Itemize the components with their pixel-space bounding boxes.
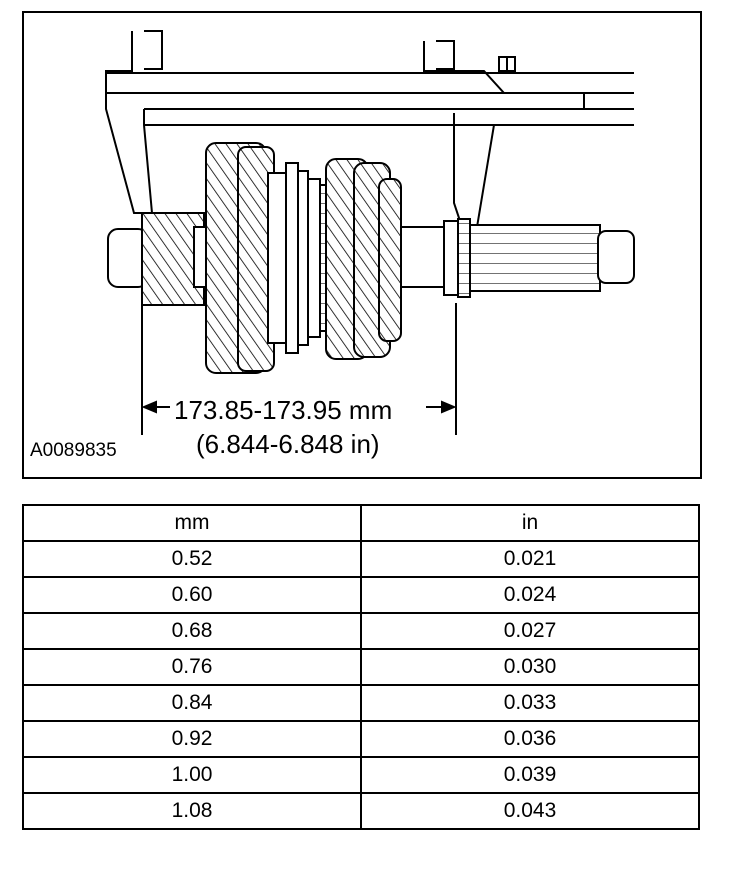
left-shaft-stub bbox=[108, 213, 204, 305]
figure-id-label: A0089835 bbox=[30, 440, 117, 461]
table-row bbox=[23, 793, 699, 829]
caliper-gear-shaft-illustration bbox=[22, 11, 702, 479]
cell-in: 0.043 bbox=[361, 793, 699, 829]
cell-mm: 0.92 bbox=[23, 721, 361, 757]
table-row bbox=[23, 757, 699, 793]
shim-size-table bbox=[22, 504, 700, 830]
synchronizer bbox=[268, 163, 332, 353]
gear-right-cluster bbox=[326, 159, 401, 359]
right-output-shaft bbox=[444, 219, 634, 297]
table-row bbox=[23, 721, 699, 757]
cell-mm: 0.68 bbox=[23, 613, 361, 649]
cell-mm: 0.84 bbox=[23, 685, 361, 721]
table-row bbox=[23, 613, 699, 649]
table-row bbox=[23, 541, 699, 577]
table-row bbox=[23, 577, 699, 613]
cell-mm: 0.52 bbox=[23, 541, 361, 577]
cell-in: 0.024 bbox=[361, 577, 699, 613]
cell-in: 0.030 bbox=[361, 649, 699, 685]
dimension-in-label: (6.844-6.848 in) bbox=[196, 429, 380, 459]
column-header-mm: mm bbox=[23, 505, 361, 541]
cell-in: 0.027 bbox=[361, 613, 699, 649]
cell-in: 0.033 bbox=[361, 685, 699, 721]
cell-in: 0.021 bbox=[361, 541, 699, 577]
column-header-in: in bbox=[361, 505, 699, 541]
cell-in: 0.036 bbox=[361, 721, 699, 757]
cell-in: 0.039 bbox=[361, 757, 699, 793]
table-row bbox=[23, 649, 699, 685]
dimension-mm-label: 173.85-173.95 mm bbox=[174, 395, 393, 425]
cell-mm: 1.08 bbox=[23, 793, 361, 829]
table-row bbox=[23, 685, 699, 721]
cell-mm: 0.76 bbox=[23, 649, 361, 685]
gear-large-left bbox=[206, 143, 274, 373]
cell-mm: 1.00 bbox=[23, 757, 361, 793]
table-header-row bbox=[23, 505, 699, 541]
cell-mm: 0.60 bbox=[23, 577, 361, 613]
